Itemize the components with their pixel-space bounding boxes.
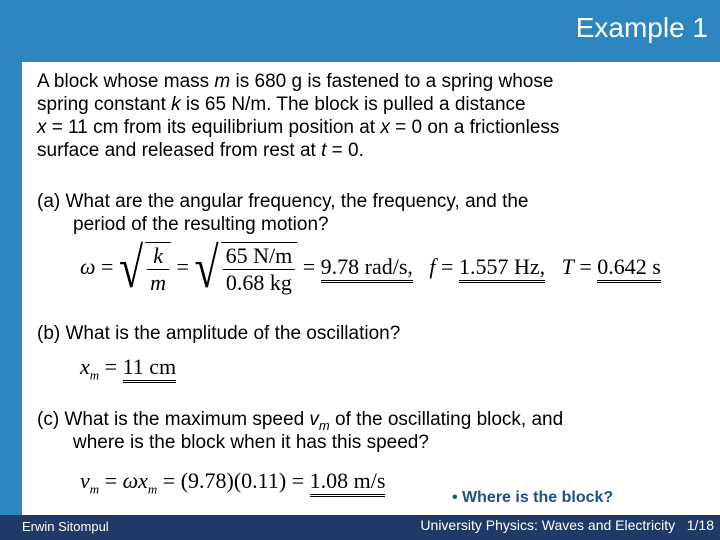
intro-line-4: surface and released from rest at t = 0. — [37, 140, 364, 161]
intro-panel — [22, 62, 720, 178]
part-c-formula: $v_m = \omega x_m = (9.78)(0.11) = 1.08$ m/s — [80, 468, 386, 497]
block-position-note: • Where is the block? — [452, 489, 614, 506]
part-b-formula: $x_m = 11$ cm — [80, 354, 177, 383]
slide-title: Example 1 — [575, 12, 708, 43]
part-a-formula: ω = √ $\frac{k}{m}$ = √ $\frac{65 N/m}{0.68 kg}$ = 9.78 rad/s, f = 1.557 Hz, T = 0.642 s — [80, 236, 661, 301]
footer-author: Erwin Sitompul — [22, 519, 109, 534]
part-a-question-1: (a) What are the angular frequency, the frequency, and the — [37, 191, 529, 212]
part-a-panel — [22, 184, 720, 312]
part-b-question: (b) What is the amplitude of the oscillation? — [37, 323, 401, 344]
intro-line-1: A block whose mass m is 680 g is fastened to a spring whose — [37, 71, 554, 92]
part-a-question-2: period of the resulting motion? — [73, 214, 329, 235]
part-c-panel — [22, 402, 720, 512]
footer-course: University Physics: Waves and Electricity 1/18 — [420, 517, 714, 533]
part-b-panel — [22, 316, 720, 402]
intro-line-3: x = 11 cm from its equilibrium position at x = 0 on a frictionless — [37, 117, 560, 138]
part-c-question-2: where is the block when it has this speed? — [73, 432, 429, 453]
part-c-question-1: (c) What is the maximum speed $v_m$ of the oscillating block, and — [37, 409, 564, 433]
intro-line-2: spring constant k is 65 N/m. The block is pulled a distance — [37, 94, 526, 115]
left-accent-bar — [0, 0, 22, 540]
